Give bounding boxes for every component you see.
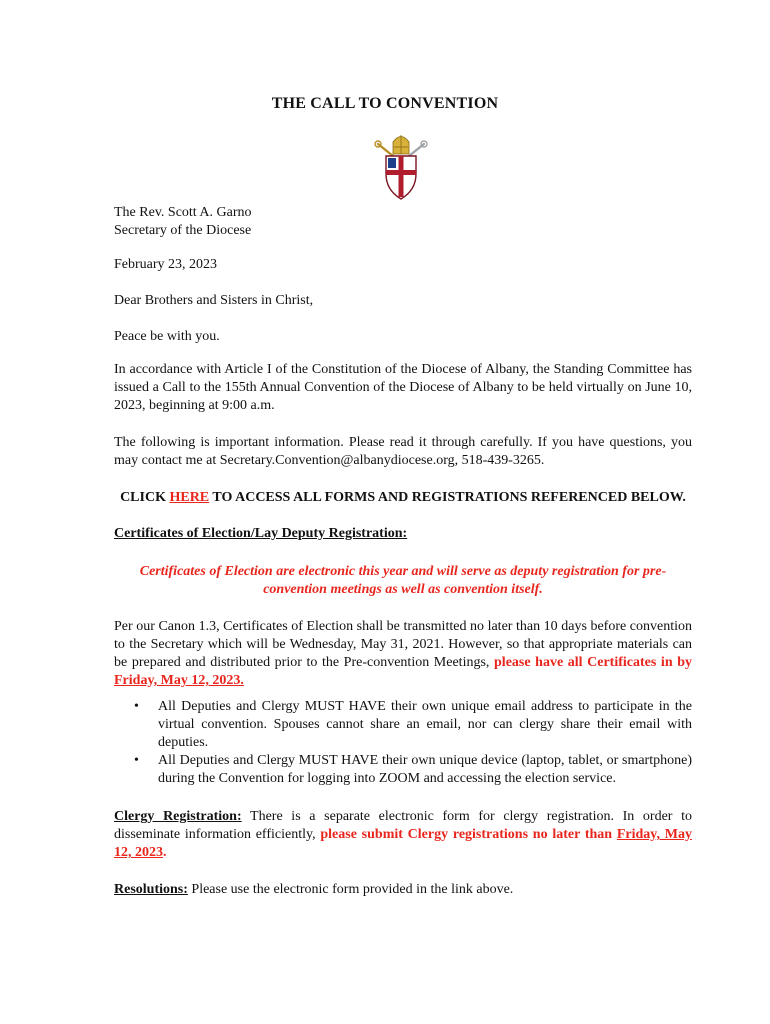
diocesan-seal-icon bbox=[372, 130, 430, 202]
resolutions-paragraph bbox=[114, 881, 692, 899]
certificates-notice: Certificates of Election are electronic this year and will serve as deputy registration for pre-convention meetings as well as convention itself. bbox=[139, 564, 667, 597]
callout-prefix: CLICK bbox=[120, 490, 170, 505]
forms-callout bbox=[114, 489, 692, 507]
requirements-list bbox=[114, 698, 692, 788]
certificates-paragraph bbox=[114, 618, 692, 690]
sender-role: Secretary of the Diocese bbox=[114, 223, 252, 238]
info-paragraph: The following is important information. Please read it through carefully. If you have questions, you may contact me at Secretary.Convention@albanydiocese.org, 518-439-3265. bbox=[114, 435, 692, 468]
list-item bbox=[114, 698, 692, 752]
list-item-text: All Deputies and Clergy MUST HAVE their own unique email address to participate in the virtual convention. Spouses cannot share an email, nor can clergy share their email with deputies. bbox=[158, 699, 692, 750]
certificates-heading: Certificates of Election/Lay Deputy Registration: bbox=[114, 526, 408, 541]
letter-date: February 23, 2023 bbox=[114, 257, 218, 272]
list-item-text: All Deputies and Clergy MUST HAVE their own unique device (laptop, tablet, or smartphone) during the Convention for logging into ZOOM and accessing the election service. bbox=[158, 753, 692, 786]
here-link[interactable]: HERE bbox=[169, 490, 210, 505]
clergy-heading: Clergy Registration: bbox=[114, 809, 242, 824]
resolutions-heading: Resolutions: bbox=[114, 882, 188, 897]
page-title: THE CALL TO CONVENTION bbox=[271, 95, 499, 112]
resolutions-text: Please use the electronic form provided in the link above. bbox=[187, 882, 514, 897]
greeting: Peace be with you. bbox=[114, 329, 220, 344]
clergy-deadline-end: . bbox=[163, 845, 167, 860]
intro-paragraph: In accordance with Article I of the Constitution of the Diocese of Albany, the Standing Committee has issued a Call to the 155th Annual Convention of the Diocese of Albany to be held virtually on June 10, 2023, beginning at 9:00 a.m. bbox=[114, 362, 692, 413]
callout-suffix: TO ACCESS ALL FORMS AND REGISTRATIONS REFERENCED BELOW. bbox=[209, 490, 686, 505]
list-item bbox=[114, 752, 692, 788]
sender-name: The Rev. Scott A. Garno bbox=[114, 205, 252, 220]
certificates-deadline-prefix: please have all Certificates in by bbox=[494, 655, 692, 670]
salutation: Dear Brothers and Sisters in Christ, bbox=[114, 293, 314, 308]
clergy-paragraph bbox=[114, 808, 692, 862]
letter-body bbox=[114, 204, 692, 899]
bullet-icon: • bbox=[134, 753, 139, 768]
certificates-deadline-date: Friday, May 12, 2023. bbox=[114, 673, 244, 688]
bullet-icon: • bbox=[134, 699, 139, 714]
certificates-body: Per our Canon 1.3, Certificates of Election shall be transmitted no later than 10 days before convention to the Secretary which will be Wednesday, May 31, 2021. However, so that appropriate materials can be prepared and distributed prior to the Pre-convention Meetings, bbox=[114, 619, 692, 670]
clergy-deadline-date: Friday, May 12, 2023 bbox=[114, 827, 693, 860]
clergy-deadline-prefix: please submit Clergy registrations no later than bbox=[320, 827, 617, 842]
clergy-text: There is a separate electronic form for clergy registration. In order to disseminate information efficiently, bbox=[114, 809, 692, 842]
